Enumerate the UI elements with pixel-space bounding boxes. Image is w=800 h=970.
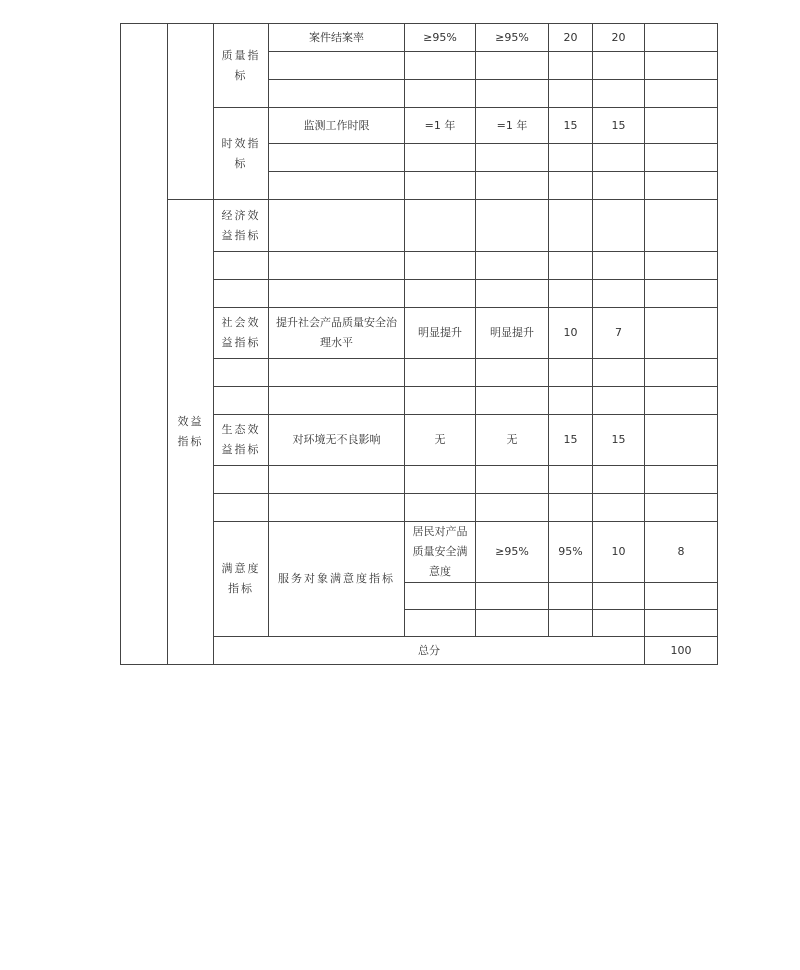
level0-satisfaction-cell: 满意度指标 (214, 522, 269, 637)
score-monitoring-period: 15 (593, 108, 645, 144)
weight-case-closure: 20 (549, 24, 593, 52)
level1-economic-cell: 经济效益指标 (214, 200, 269, 252)
total-label: 总分 (214, 637, 645, 665)
level0-benefit-cell: 效益指标 (168, 200, 214, 665)
output-category-cell (168, 24, 214, 200)
weight-ecological-benefit: 15 (549, 415, 593, 466)
score-ecological-benefit: 15 (593, 415, 645, 466)
level1-service-cell: 服务对象满意度指标 (269, 522, 405, 637)
target-ecological-benefit: 无 (405, 415, 476, 466)
level1-timeliness-cell: 时效指标 (214, 108, 269, 200)
score-social-benefit: 7 (593, 308, 645, 359)
weight-monitoring-period: 15 (549, 108, 593, 144)
actual-ecological-benefit: 无 (476, 415, 549, 466)
table-row (121, 24, 718, 52)
score-satisfaction: 8 (645, 522, 718, 583)
indicator-case-closure: 案件结案率 (269, 24, 405, 52)
actual-satisfaction: 95% (549, 522, 593, 583)
performance-indicator-table (120, 23, 718, 665)
remark-cell (645, 24, 718, 52)
level1-ecological-cell: 生态效益指标 (214, 415, 269, 466)
remark-cell (645, 415, 718, 466)
indicator-monitoring-period: 监测工作时限 (269, 108, 405, 144)
actual-social-benefit: 明显提升 (476, 308, 549, 359)
indicator-satisfaction: 居民对产品质量安全满意度 (405, 522, 476, 583)
indicator-social-benefit: 提升社会产品质量安全治理水平 (269, 308, 405, 359)
total-weight: 100 (645, 637, 718, 665)
target-social-benefit: 明显提升 (405, 308, 476, 359)
remark-cell (645, 108, 718, 144)
outer-category-cell (121, 24, 168, 665)
actual-case-closure: ≥95% (476, 24, 549, 52)
target-satisfaction: ≥95% (476, 522, 549, 583)
target-monitoring-period: =1 年 (405, 108, 476, 144)
indicator-ecological-benefit: 对环境无不良影响 (269, 415, 405, 466)
weight-social-benefit: 10 (549, 308, 593, 359)
level1-social-cell: 社会效益指标 (214, 308, 269, 359)
remark-cell (645, 308, 718, 359)
table-row (121, 200, 718, 252)
level1-quality-cell: 质量指标 (214, 24, 269, 108)
actual-monitoring-period: =1 年 (476, 108, 549, 144)
target-case-closure: ≥95% (405, 24, 476, 52)
weight-satisfaction: 10 (593, 522, 645, 583)
score-case-closure: 20 (593, 24, 645, 52)
